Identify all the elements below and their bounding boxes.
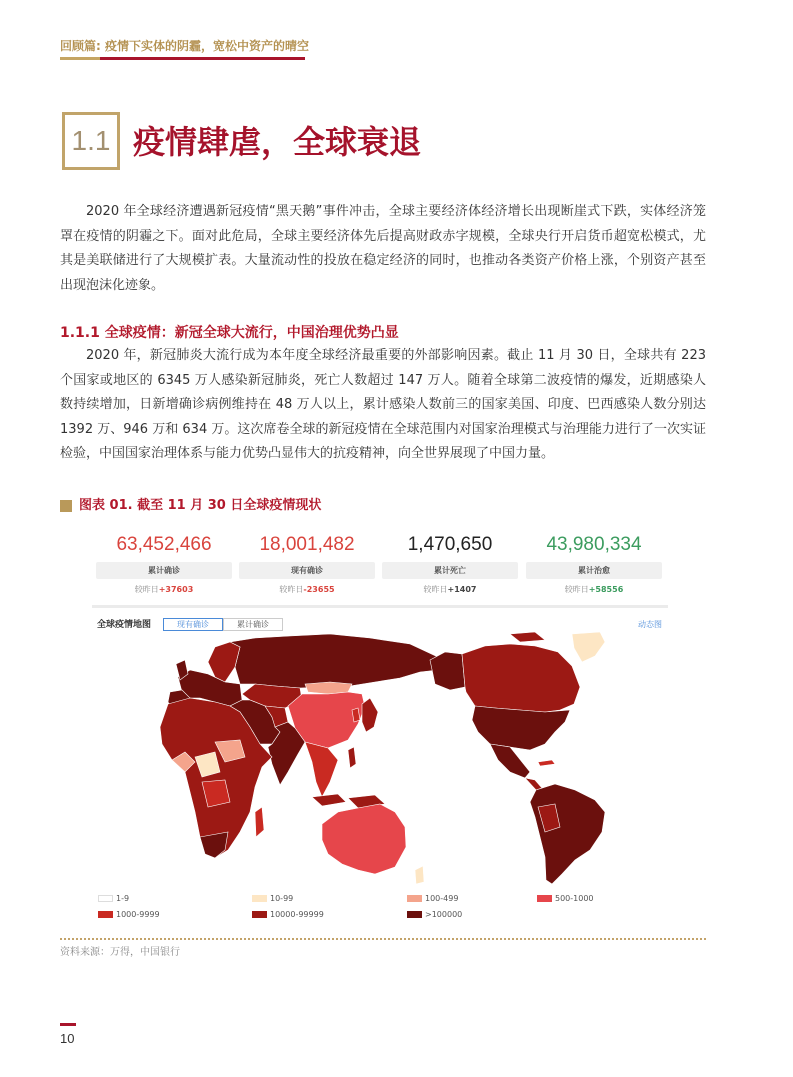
stat-delta-prefix: 较昨日 — [564, 585, 589, 594]
map-region-philippines — [348, 747, 356, 768]
section-number-box: 1.1 — [62, 112, 120, 170]
page-number: 10 — [60, 1031, 75, 1046]
map-region-central-america — [525, 778, 542, 790]
stat-label: 累计死亡 — [382, 562, 518, 579]
body-paragraph-2: 2020 年，新冠肺炎大流行成为本年度全球经济最重要的外部影响因素。截止 11 月 30 日，全球共有 223 个国家或地区的 6345 万人感染新冠肺炎，死亡人数超过 147 万人。随着全球第二波疫情的爆发，近期感染人数持续增加，日新增确诊病例维持在 48 万人以上，累计感染人数前三的国家美国、印度、巴西感染人数分别达 1392 万、946 万和 634 万。这次席卷全球的新冠疫情在全球范围内对国家治理模式与治理能力进行了一次实证检验，中国国家治理体系与能力优势凸显伟大的抗疫精神，向全世界展现了中国力量。 — [60, 348, 706, 461]
subsection-title: 1.1.1 全球疫情：新冠全球大流行，中国治理优势凸显 — [60, 325, 399, 341]
stat-total-confirmed — [96, 532, 232, 602]
map-region-alaska — [430, 652, 465, 690]
map-region-cuba — [538, 760, 555, 766]
legend-label: 1000-9999 — [116, 910, 160, 919]
stat-label: 累计确诊 — [96, 562, 232, 579]
map-region-new-zealand — [415, 866, 424, 884]
stat-total-deaths — [382, 532, 518, 602]
stat-delta-value: +37603 — [158, 585, 194, 594]
legend-swatch — [98, 895, 113, 902]
tab-total-confirmed[interactable]: 累计确诊 — [223, 618, 283, 631]
stat-total-recovered — [526, 532, 662, 602]
source-divider — [60, 938, 706, 940]
stat-delta-value: +58556 — [588, 585, 624, 594]
stat-delta — [96, 584, 232, 596]
map-region-japan — [362, 698, 378, 732]
header-rule-red — [100, 57, 305, 60]
map-region-canada — [462, 644, 580, 712]
figure-caption: 图表 01. 截至 11 月 30 日全球疫情现状 — [79, 498, 322, 513]
map-region-greenland — [572, 632, 605, 662]
map-title: 全球疫情地图 — [97, 620, 152, 630]
map-region-russia — [230, 634, 440, 688]
stat-value: 43,980,334 — [546, 534, 642, 555]
legend-label: 10000-99999 — [270, 910, 324, 919]
legend-swatch — [252, 895, 267, 902]
body-paragraph-1: 2020 年全球经济遭遇新冠疫情“黑天鹅”事件冲击，全球主要经济体经济增长出现断崖式下跌，实体经济笼罩在疫情的阴霾之下。面对此危局，全球主要经济体先后提高财政赤字规模，全球央行开启货币超宽松模式，尤其是美联储进行了大规模扩表。大量流动性的投放在稳定经济的同时，也推动各类资产价格上涨，个别资产甚至出现泡沫化迹象。 — [60, 204, 706, 293]
legend-label: 500-1000 — [555, 894, 594, 903]
source-note: 资料来源：万得，中国银行 — [60, 947, 180, 958]
header-rule-gold — [60, 57, 100, 60]
map-region-south-america — [530, 784, 605, 884]
stat-delta-value: +1407 — [447, 585, 477, 594]
stat-delta-prefix: 较昨日 — [279, 585, 304, 594]
world-map — [90, 632, 670, 887]
map-region-indonesia-west — [312, 794, 346, 806]
legend-swatch — [407, 895, 422, 902]
legend-label: 10-99 — [270, 894, 294, 903]
stat-value: 63,452,466 — [116, 534, 212, 555]
stat-value: 1,470,650 — [407, 534, 493, 555]
legend-swatch — [252, 911, 267, 918]
legend-swatch — [98, 911, 113, 918]
section-title: 疫情肆虐，全球衰退 — [133, 123, 422, 161]
legend-label: 1-9 — [116, 894, 130, 903]
caption-marker-icon — [60, 500, 72, 512]
stat-delta — [239, 584, 375, 596]
animated-map-link[interactable]: 动态图 — [638, 620, 662, 629]
tab-current-confirmed[interactable]: 现有确诊 — [163, 618, 223, 631]
map-region-madagascar — [255, 807, 264, 837]
map-region-usa — [472, 706, 570, 750]
stat-delta — [526, 584, 662, 596]
stat-label: 现有确诊 — [239, 562, 375, 579]
stat-delta-prefix: 较昨日 — [423, 585, 448, 594]
footer-accent-bar — [60, 1023, 76, 1026]
legend-label: 100-499 — [425, 894, 459, 903]
running-header-title: 回顾篇: 疫情下实体的阴霾，宽松中资产的晴空 — [60, 39, 309, 53]
map-region-southeast-asia — [305, 742, 338, 797]
legend-swatch — [407, 911, 422, 918]
map-region-arctic-islands — [510, 632, 545, 642]
stat-delta — [382, 584, 518, 596]
legend-label: >100000 — [425, 910, 463, 919]
stat-current-confirmed — [239, 532, 375, 602]
legend-swatch — [537, 895, 552, 902]
panel-divider — [92, 605, 668, 608]
map-region-australia — [322, 804, 406, 874]
stat-delta-value: -23655 — [303, 585, 335, 594]
stat-label: 累计治愈 — [526, 562, 662, 579]
stat-delta-prefix: 较昨日 — [134, 585, 159, 594]
stat-value: 18,001,482 — [259, 534, 355, 555]
